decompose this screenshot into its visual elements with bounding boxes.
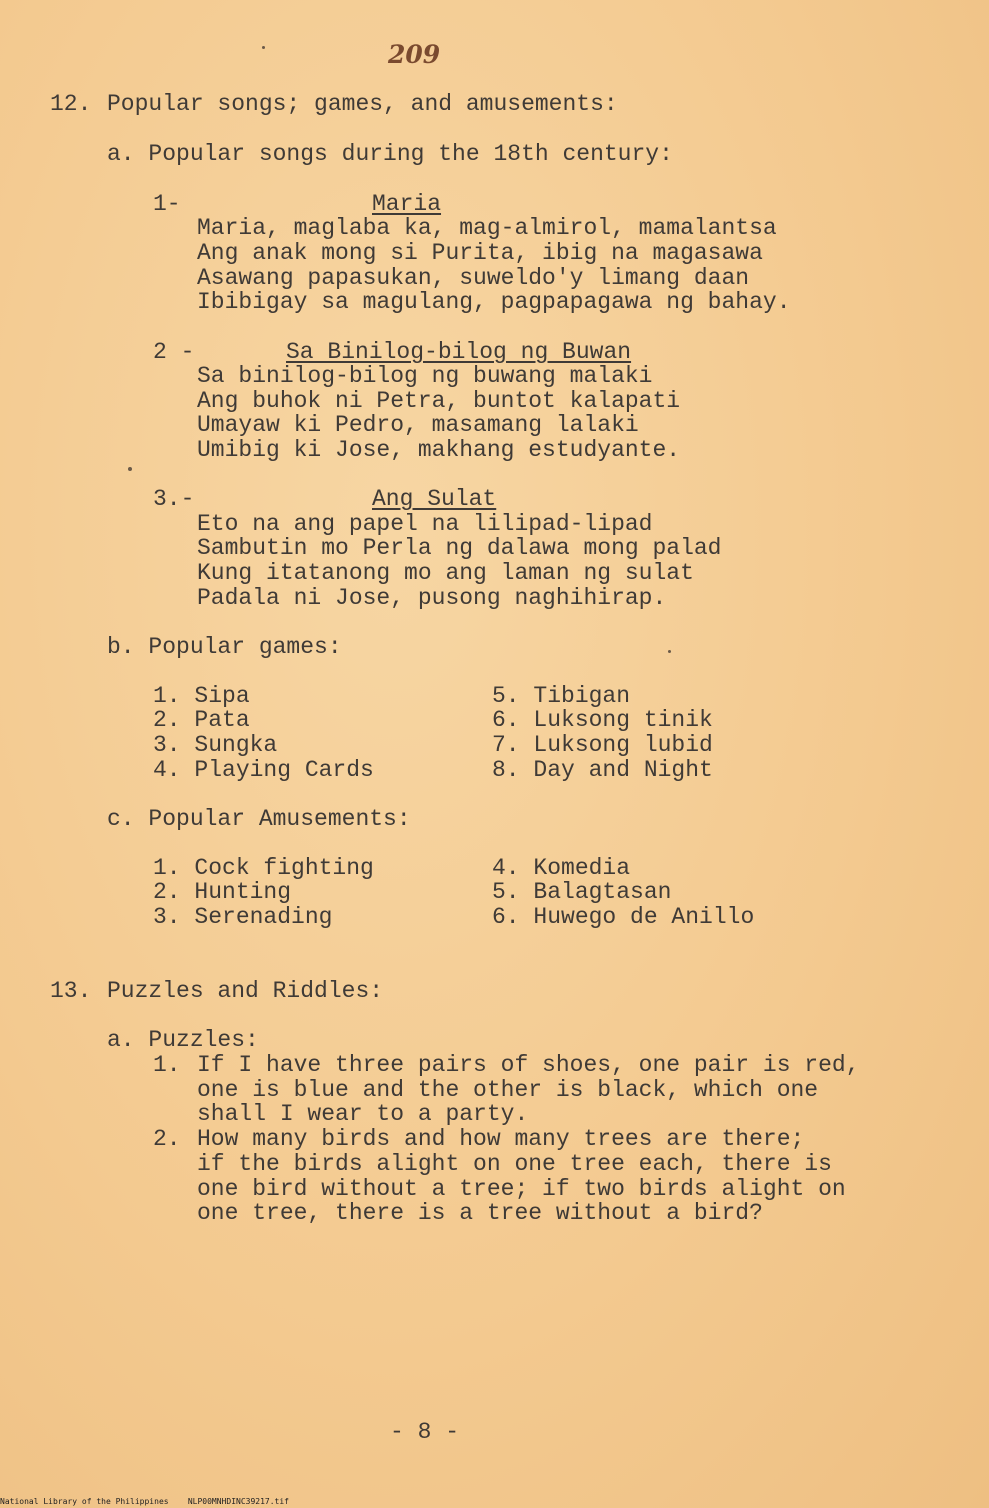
amusement-item: 4. Komedia	[492, 855, 631, 881]
scan-footer	[0, 1497, 289, 1506]
ink-speck	[128, 467, 132, 471]
song-title: Sa Binilog-bilog ng Buwan	[286, 339, 632, 365]
section-13-title: Puzzles and Riddles:	[107, 978, 384, 1004]
page-number: - 8 -	[390, 1419, 460, 1445]
puzzle-line: if the birds alight on one tree each, there is	[197, 1151, 832, 1177]
amusement-item: 1. Cock fighting	[153, 855, 374, 881]
song-line: Sa binilog-bilog ng buwang malaki	[197, 363, 653, 389]
song-line: Ang anak mong si Purita, ibig na magasawa	[197, 240, 763, 266]
game-item: 2. Pata	[153, 707, 250, 733]
games-heading: b. Popular games:	[107, 634, 342, 660]
song-line: Umibig ki Jose, makhang estudyante.	[197, 437, 681, 463]
amusement-item: 2. Hunting	[153, 879, 292, 905]
footer-file: NLP00MNHDINC39217.tif	[187, 1497, 289, 1506]
song-line: Kung itatanong mo ang laman ng sulat	[197, 560, 694, 586]
amusement-item: 5. Balagtasan	[492, 879, 672, 905]
section-12-title: Popular songs; games, and amusements:	[107, 91, 618, 117]
puzzle-number: 2.	[153, 1126, 181, 1152]
song-line: Ibibigay sa magulang, pagpapagawa ng bahay.	[197, 289, 791, 315]
song-number: 1-	[153, 191, 181, 217]
section-12-number: 12.	[50, 91, 92, 117]
amusements-heading: c. Popular Amusements:	[107, 806, 411, 832]
section-13-number: 13.	[50, 978, 92, 1004]
game-item: 6. Luksong tinik	[492, 707, 713, 733]
puzzle-line: one bird without a tree; if two birds alight on	[197, 1176, 846, 1202]
song-line: Ang buhok ni Petra, buntot kalapati	[197, 388, 681, 414]
game-item: 1. Sipa	[153, 683, 250, 709]
puzzles-heading: a. Puzzles:	[107, 1027, 259, 1053]
game-item: 4. Playing Cards	[153, 757, 374, 783]
game-item: 7. Luksong lubid	[492, 732, 713, 758]
footer-library: National Library of the Philippines	[0, 1497, 169, 1506]
song-line: Asawang papasukan, suweldo'y limang daan	[197, 265, 750, 291]
song-line: Maria, maglaba ka, mag-almirol, mamalantsa	[197, 215, 777, 241]
ink-speck	[262, 46, 265, 49]
puzzle-line: shall I wear to a party.	[197, 1101, 529, 1127]
handwritten-page-number: 209	[388, 40, 441, 69]
song-number: 2 -	[153, 339, 195, 365]
song-line: Eto na ang papel na lilipad-lipad	[197, 511, 653, 537]
song-line: Umayaw ki Pedro, masamang lalaki	[197, 412, 639, 438]
puzzle-number: 1.	[153, 1052, 181, 1078]
amusement-item: 6. Huwego de Anillo	[492, 904, 755, 930]
songs-heading: a. Popular songs during the 18th century:	[107, 141, 673, 167]
game-item: 8. Day and Night	[492, 757, 713, 783]
puzzle-line: If I have three pairs of shoes, one pair is red,	[197, 1052, 860, 1078]
ink-speck	[668, 650, 671, 653]
song-title: Ang Sulat	[372, 486, 497, 512]
game-item: 3. Sungka	[153, 732, 278, 758]
game-item: 5. Tibigan	[492, 683, 631, 709]
song-line: Padala ni Jose, pusong naghihirap.	[197, 585, 667, 611]
song-line: Sambutin mo Perla ng dalawa mong palad	[197, 535, 722, 561]
puzzle-line: one is blue and the other is black, which one	[197, 1077, 819, 1103]
puzzle-line: How many birds and how many trees are there;	[197, 1126, 805, 1152]
amusement-item: 3. Serenading	[153, 904, 333, 930]
song-title: Maria	[372, 191, 442, 217]
song-number: 3.-	[153, 486, 195, 512]
puzzle-line: one tree, there is a tree without a bird?	[197, 1200, 763, 1226]
